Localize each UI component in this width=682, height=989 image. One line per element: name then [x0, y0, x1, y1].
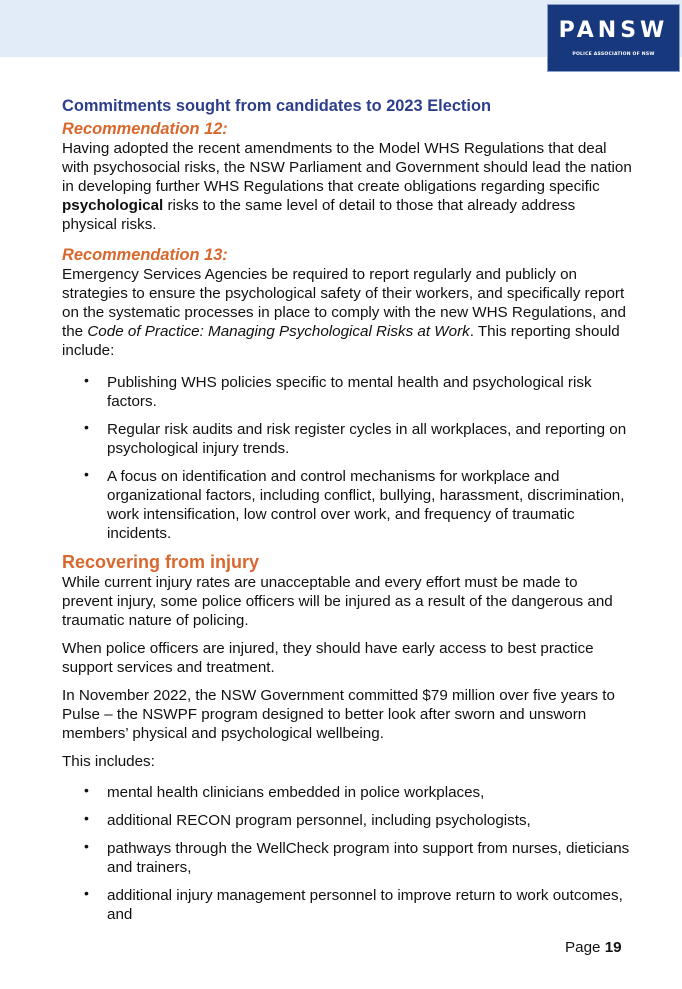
- bullet-icon: •: [84, 466, 89, 482]
- list-item-text: pathways through the WellCheck program into support from nurses, dieticians and trainers,: [107, 840, 630, 876]
- bullet-icon: •: [84, 782, 89, 798]
- page-number-value: 19: [604, 939, 622, 956]
- list-item: [62, 886, 632, 924]
- list-item: [62, 811, 632, 830]
- list-item: [62, 839, 632, 877]
- recommendation-13-text: [62, 265, 632, 360]
- page-content: [62, 96, 632, 933]
- paragraph: When police officers are injured, they should have early access to best practice support services and treatment.: [62, 640, 594, 676]
- recommendation-13-bullets: [62, 373, 632, 543]
- rec12-text-part: risks to the same level of detail to those that already address physical risks.: [62, 197, 576, 233]
- code-of-practice-title: Code of Practice: Managing Psychological Risks at Work: [87, 323, 470, 340]
- list-item: [62, 420, 632, 458]
- paragraph: While current injury rates are unacceptable and every effort must be made to prevent injury, some police officers will be injured as a result of the dangerous and traumatic nature of policing.: [62, 574, 613, 629]
- rec12-bold-term: psychological: [62, 197, 164, 214]
- list-item-text: Publishing WHS policies specific to mental health and psychological risk factors.: [107, 374, 592, 410]
- list-item: [62, 783, 632, 802]
- bullet-icon: •: [84, 885, 89, 901]
- bullet-icon: •: [84, 419, 89, 435]
- paragraph: In November 2022, the NSW Government committed $79 million over five years to Pulse – the NSWPF program designed to better look after sworn and unsworn members’ physical and psychological wellbeing.: [62, 687, 615, 742]
- logo-subtitle: POLICE ASSOCIATION OF NSW: [572, 52, 655, 57]
- list-item-text: additional injury management personnel to improve return to work outcomes, and: [107, 887, 623, 923]
- list-item: [62, 373, 632, 411]
- logo-wordmark: PANSW: [558, 18, 669, 43]
- page-label: Page: [565, 939, 601, 956]
- paragraph: This includes:: [62, 753, 155, 770]
- recommendation-13-title: Recommendation 13:: [62, 246, 228, 264]
- pulse-program-bullets: [62, 783, 632, 924]
- rec12-text-part: Having adopted the recent amendments to the Model WHS Regulations that deal with psychosocial risks, the NSW Parliament and Government should lead the nation in developing further WHS Regulations that create obligations regarding specific: [62, 140, 632, 195]
- bullet-icon: •: [84, 810, 89, 826]
- list-item-text: additional RECON program personnel, including psychologists,: [107, 812, 531, 829]
- list-item-text: mental health clinicians embedded in police workplaces,: [107, 784, 485, 801]
- recommendation-12-title: Recommendation 12:: [62, 120, 228, 138]
- page-number: [565, 939, 622, 956]
- list-item-text: A focus on identification and control mechanisms for workplace and organizational factors, including conflict, bullying, harassment, discrimination, work intensification, low control over work, and frequency of traumatic incidents.: [107, 468, 625, 542]
- list-item-text: Regular risk audits and risk register cycles in all workplaces, and reporting on psychological injury trends.: [107, 421, 627, 457]
- rec13-text-part: . This reporting should include:: [62, 323, 620, 359]
- recommendation-12-text: [62, 139, 632, 234]
- section-title: Commitments sought from candidates to 2023 Election: [62, 97, 491, 115]
- bullet-icon: •: [84, 838, 89, 854]
- pansw-logo: [547, 4, 680, 72]
- recovering-title: Recovering from injury: [62, 552, 260, 572]
- bullet-icon: •: [84, 372, 89, 388]
- list-item: [62, 467, 632, 543]
- rec13-text-part: Emergency Services Agencies be required to report regularly and publicly on strategies to ensure the psychological safety of their workers, and specifically report on the systematic processes in place to comply with the new WHS Regulations, and the: [62, 266, 626, 340]
